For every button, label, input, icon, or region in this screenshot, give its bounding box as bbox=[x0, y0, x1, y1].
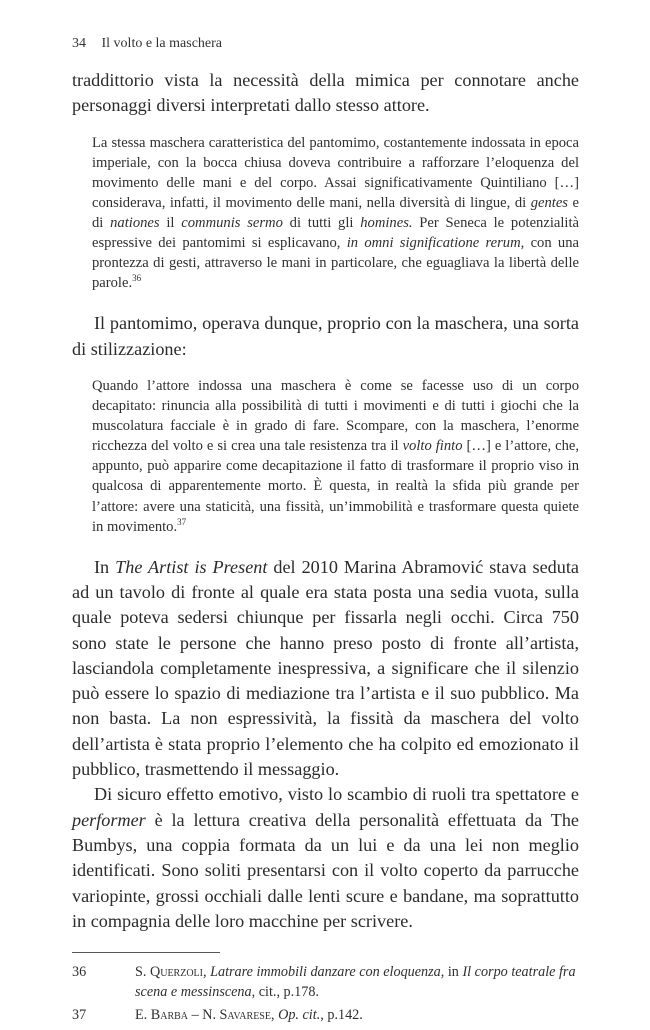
author-initial: E. bbox=[135, 1007, 151, 1024]
page-number: 34 bbox=[72, 36, 86, 51]
author-name: Barba bbox=[150, 1007, 189, 1024]
italic-term: performer bbox=[72, 809, 146, 830]
footnote-ref-37[interactable]: 37 bbox=[177, 516, 187, 527]
footnote-number: 37 bbox=[72, 1007, 87, 1024]
footnote-number: 36 bbox=[72, 964, 87, 981]
author-name: Querzoli bbox=[149, 964, 203, 981]
italic-term: communis sermo bbox=[181, 214, 283, 231]
footnote-36 bbox=[72, 963, 579, 1002]
author-initial: S. bbox=[135, 964, 150, 981]
footnote-ref-36[interactable]: 36 bbox=[132, 273, 142, 284]
quote-text: il bbox=[159, 214, 182, 231]
running-header bbox=[72, 36, 222, 52]
paragraph-1: traddittorio vista la necessità della mimica per connotare anche personaggi diversi interpretati dallo stesso attore. bbox=[72, 70, 579, 116]
italic-term: homines. bbox=[360, 214, 413, 231]
work-title: Op. cit. bbox=[278, 1007, 321, 1024]
quote-text: La stessa maschera caratteristica del pantomimo, costantemente indossata in epoca imperiale, con la bocca chiusa doveva contribuire a rafforzare l’eloquenza del movimento delle mani e del corpo. Assai significativamente Quintiliano […] considerava, infatti, il movimento delle mani, nella diversità di lingue, di bbox=[92, 134, 579, 211]
text-run: Di sicuro effetto emotivo, visto lo scambio di ruoli tra spettatore e bbox=[94, 784, 579, 805]
block-quote-2 bbox=[92, 376, 579, 537]
italic-term: volto finto bbox=[402, 438, 463, 455]
italic-term: gentes bbox=[530, 194, 568, 211]
paragraph-3 bbox=[72, 555, 579, 783]
quote-text: Quando l’attore indossa una maschera è come se facesse uso di un corpo decapitato: rinuncia alla possibilità di tutti i movimenti e di tutti i giochi che la muscolatura facciale è in grado di fare. Scompare, con la maschera, l’enorme ricchezza del volto e si crea una tale resistenza tra il bbox=[92, 377, 579, 455]
quote-text: di tutti gli bbox=[282, 214, 361, 231]
page-content bbox=[72, 68, 579, 1030]
work-title: Il corpo teatrale fra scena e messinscena bbox=[135, 964, 576, 1000]
author-name: Savarese bbox=[219, 1007, 271, 1024]
text-run: è la lettura creativa della personalità effettuata da The Bumbys, una coppia formata da un lui e da una lei non meglio identificati. Sono soliti presentarsi con il volto coperto da parrucche variopinte, grossi occhiali dalle lenti scure e bandane, ma soprattutto in compagnia delle loro macchine per scrivere. bbox=[72, 809, 579, 931]
quote-text: e di bbox=[92, 194, 579, 231]
italic-term: nationes bbox=[110, 214, 160, 231]
quote-text: , con una prontezza di gesti, attraverso le mani in particolare, che eguagliava la libertà delle parole. bbox=[92, 235, 580, 292]
paragraph-4 bbox=[72, 782, 579, 934]
text-run: , in bbox=[440, 964, 463, 981]
footnotes bbox=[72, 963, 579, 1026]
text-run: , cit., p.178. bbox=[251, 983, 320, 1000]
text-run: del 2010 Marina Abramović stava seduta ad un tavolo di fronte al quale era stata posta una sedia vuota, sulla quale poteva sedersi chiunque per fissarla negli occhi. Circa 750 sono state le persone che hanno preso posto di fronte all’artista, lasciandola completamente inespressiva, a significare che il silenzio può essere lo spazio di mediazione tra l’artista e il suo pubblico. Ma non basta. La non espressività, la fissità da maschera del volto dell’artista è stata proprio l’elemento che ha colpito ed emozionato il pubblico, trasmettendo il messaggio. bbox=[72, 556, 579, 780]
running-title: Il volto e la maschera bbox=[101, 36, 223, 51]
quote-text: Per Seneca le potenzialità espressive dei pantomimi si esplicavano, bbox=[92, 214, 579, 252]
text-run: , bbox=[270, 1007, 279, 1024]
text-run: , p.142. bbox=[320, 1007, 363, 1024]
text-run: In bbox=[94, 556, 116, 577]
footnote-text bbox=[135, 963, 579, 1002]
quote-text: […] e l’attore, che, appunto, può apparire come decapitazione il fatto di trasformare il proprio viso in qualcosa di apparentemente morto. È questa, in realtà la sfida più grande per l’attore: avere una staticità, una fissità, un’immobilità e trasformare questa quiete in movimento. bbox=[92, 438, 579, 535]
footnote-separator bbox=[72, 952, 220, 953]
work-title: The Artist is Present bbox=[115, 556, 268, 577]
work-title: Latrare immobili danzare con eloquenza bbox=[210, 964, 441, 981]
text-run: – N. bbox=[188, 1007, 220, 1024]
text-run: , bbox=[203, 964, 211, 981]
footnote-text bbox=[135, 1006, 579, 1026]
footnote-37 bbox=[72, 1006, 579, 1026]
block-quote-1 bbox=[92, 133, 579, 294]
italic-term: in omni significatione rerum bbox=[346, 235, 521, 252]
paragraph-2: Il pantomimo, operava dunque, proprio con la maschera, una sorta di stilizzazione: bbox=[72, 313, 579, 359]
